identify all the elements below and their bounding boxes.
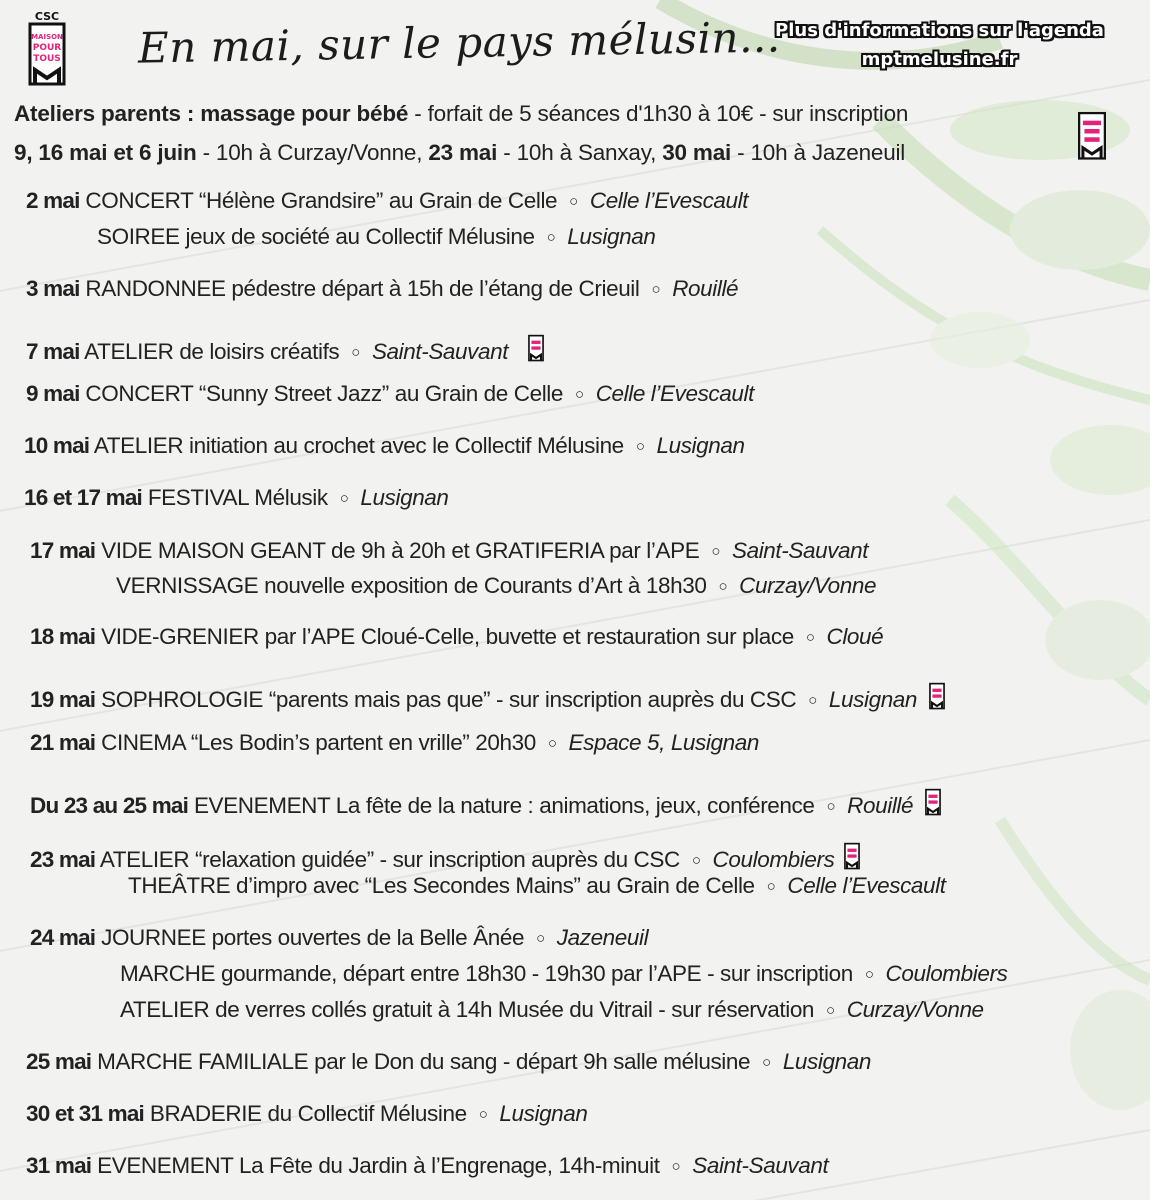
event-date: 30 et 31 mai: [26, 1101, 144, 1126]
event-text: JOURNEE portes ouvertes de la Belle Ânée: [95, 925, 525, 950]
bullet-separator: ○: [691, 852, 701, 869]
event-item: [30, 538, 868, 564]
csc-logo-icon: [842, 837, 862, 871]
parents-line-1: [14, 101, 908, 127]
bullet-separator: ○: [351, 344, 360, 361]
page-title: En mai, sur le pays mélusin...: [137, 12, 781, 73]
event-text: EVENEMENT La fête de la nature : animations, jeux, conférence: [188, 793, 815, 818]
event-place: Lusignan: [656, 433, 745, 458]
bullet-separator: ○: [651, 281, 661, 298]
event-date: 10 mai: [24, 433, 90, 458]
bullet-separator: ○: [826, 1002, 835, 1019]
event-item: [26, 329, 546, 365]
bullet-separator: ○: [718, 578, 728, 595]
event-text: THEÂTRE d’impro avec “Les Secondes Mains” au Grain de Celle: [128, 873, 755, 898]
event-place: Lusignan: [499, 1101, 588, 1126]
svg-text:POUR: POUR: [32, 43, 62, 53]
event-text: CONCERT “Hélène Grandsire” au Grain de Celle: [79, 188, 558, 213]
event-place: Saint-Sauvant: [692, 1153, 829, 1178]
bullet-separator: ○: [671, 1158, 681, 1175]
event-text: MARCHE FAMILIALE par le Don du sang - départ 9h salle mélusine: [91, 1049, 751, 1074]
event-place: Rouillé: [672, 276, 739, 301]
bullet-separator: ○: [635, 438, 645, 455]
event-text: VIDE-GRENIER par l’APE Cloué-Celle, buvette et restauration sur place: [95, 624, 794, 649]
event-item: [30, 677, 947, 713]
event-place: Cloué: [826, 624, 884, 649]
event-place: Lusignan: [567, 224, 656, 249]
event-text: SOIREE jeux de société au Collectif Mélusine: [97, 224, 535, 249]
event-date: 7 mai: [26, 339, 80, 364]
parents-date: 23 mai: [428, 140, 498, 165]
event-item: [97, 224, 655, 250]
event-text: ATELIER de loisirs créatifs: [79, 339, 340, 364]
csc-logo-icon: [927, 677, 947, 711]
event-item: [26, 381, 754, 407]
event-text: VERNISSAGE nouvelle exposition de Courants d’Art à 18h30: [116, 573, 707, 598]
event-item: [26, 276, 738, 302]
bullet-separator: ○: [805, 629, 815, 646]
bullet-separator: ○: [547, 735, 557, 752]
svg-text:CSC: CSC: [34, 10, 60, 23]
event-item: [120, 997, 984, 1023]
event-text: ATELIER de verres collés gratuit à 14h Musée du Vitrail - sur réservation: [120, 997, 815, 1022]
event-place: Coulombiers: [885, 961, 1008, 986]
svg-text:MAISON: MAISON: [31, 33, 63, 41]
event-item: [116, 573, 876, 599]
event-item: [26, 1101, 588, 1127]
event-date: 24 mai: [30, 925, 96, 950]
event-date: 16 et 17 mai: [24, 485, 142, 510]
event-text: EVENEMENT La Fête du Jardin à l’Engrenage, 14h-minuit: [91, 1153, 660, 1178]
event-text: ATELIER “relaxation guidée” - sur inscription auprès du CSC: [95, 847, 680, 872]
parents-date: 9, 16 mai et 6 juin: [14, 140, 197, 165]
event-place: Jazeneuil: [556, 925, 649, 950]
event-place: Lusignan: [782, 1049, 871, 1074]
agenda-info-line: Plus d'informations sur l'agenda: [775, 20, 1104, 41]
event-place: Lusignan: [360, 485, 449, 510]
event-text: CONCERT “Sunny Street Jazz” au Grain de Celle: [79, 381, 564, 406]
event-text: SOPHROLOGIE “parents mais pas que” - sur inscription auprès du CSC: [95, 687, 797, 712]
csc-logo: [27, 8, 67, 90]
svg-text:TOUS: TOUS: [33, 54, 61, 64]
parents-details: - forfait de 5 séances d'1h30 à 10€ - sur inscription: [408, 101, 909, 126]
bullet-separator: ○: [766, 878, 776, 895]
event-item: [128, 873, 946, 899]
event-place: Celle l’Evescault: [589, 188, 749, 213]
bullet-separator: ○: [808, 692, 817, 709]
event-text: VIDE MAISON GEANT de 9h à 20h et GRATIFERIA par l’APE: [95, 538, 700, 563]
parents-text: - 10h à Sanxay,: [497, 140, 663, 165]
bullet-separator: ○: [826, 798, 836, 815]
event-place: Lusignan: [828, 687, 918, 712]
event-item: [30, 925, 648, 951]
event-text: ATELIER initiation au crochet avec le Collectif Mélusine: [89, 433, 624, 458]
event-place: Coulombiers: [712, 847, 835, 872]
event-date: 21 mai: [30, 730, 96, 755]
event-place: Curzay/Vonne: [739, 573, 877, 598]
event-text: CINEMA “Les Bodin’s partent en vrille” 20h30: [95, 730, 536, 755]
parents-date: 30 mai: [662, 140, 732, 165]
event-item: [26, 1049, 871, 1075]
event-date: 9 mai: [26, 381, 80, 406]
bullet-separator: ○: [339, 490, 349, 507]
event-text: BRADERIE du Collectif Mélusine: [143, 1101, 467, 1126]
event-item: [26, 1153, 828, 1179]
event-text: MARCHE gourmande, départ entre 18h30 - 19h30 par l’APE - sur inscription: [120, 961, 853, 986]
bullet-separator: ○: [864, 966, 874, 983]
event-text: FESTIVAL Mélusik: [141, 485, 328, 510]
bullet-separator: ○: [575, 386, 584, 403]
bullet-separator: ○: [546, 229, 556, 246]
event-date: 19 mai: [30, 687, 96, 712]
event-date: 2 mai: [26, 188, 80, 213]
event-place: Curzay/Vonne: [846, 997, 984, 1022]
event-item: [30, 730, 759, 756]
event-place: Celle l’Evescault: [595, 381, 754, 406]
csc-logo-icon: [526, 329, 546, 363]
event-item: [24, 485, 449, 511]
parents-text: - 10h à Curzay/Vonne,: [196, 140, 429, 165]
event-place: Saint-Sauvant: [731, 538, 869, 563]
event-item: [24, 433, 745, 459]
csc-logo-icon: [923, 783, 943, 817]
bullet-separator: ○: [762, 1054, 771, 1071]
event-item: [120, 961, 1007, 987]
event-place: Rouillé: [847, 793, 914, 818]
event-date: Du 23 au 25 mai: [30, 793, 189, 818]
event-date: 3 mai: [26, 276, 80, 301]
csc-logo-small: [1075, 101, 1109, 163]
event-place: Celle l’Evescault: [787, 873, 946, 898]
event-item: [30, 783, 943, 819]
agenda-info: [742, 16, 1137, 74]
parents-line-2: [14, 140, 905, 166]
event-place: Espace 5, Lusignan: [568, 730, 759, 755]
parents-title: Ateliers parents : massage pour bébé: [14, 101, 409, 126]
event-text: RANDONNEE pédestre départ à 15h de l’étang de Crieuil: [79, 276, 640, 301]
bullet-separator: ○: [569, 193, 578, 210]
event-item: [30, 624, 883, 650]
event-date: 31 mai: [26, 1153, 92, 1178]
agenda-website: mptmelusine.fr: [861, 49, 1018, 70]
bullet-separator: ○: [478, 1106, 488, 1123]
event-date: 17 mai: [30, 538, 96, 563]
bullet-separator: ○: [711, 543, 720, 560]
parents-text: - 10h à Jazeneuil: [731, 140, 906, 165]
event-item: [30, 837, 862, 873]
event-item: [26, 188, 748, 214]
bullet-separator: ○: [536, 930, 545, 947]
event-date: 23 mai: [30, 847, 96, 872]
event-place: Saint-Sauvant: [371, 339, 509, 364]
event-date: 25 mai: [26, 1049, 92, 1074]
event-date: 18 mai: [30, 624, 96, 649]
